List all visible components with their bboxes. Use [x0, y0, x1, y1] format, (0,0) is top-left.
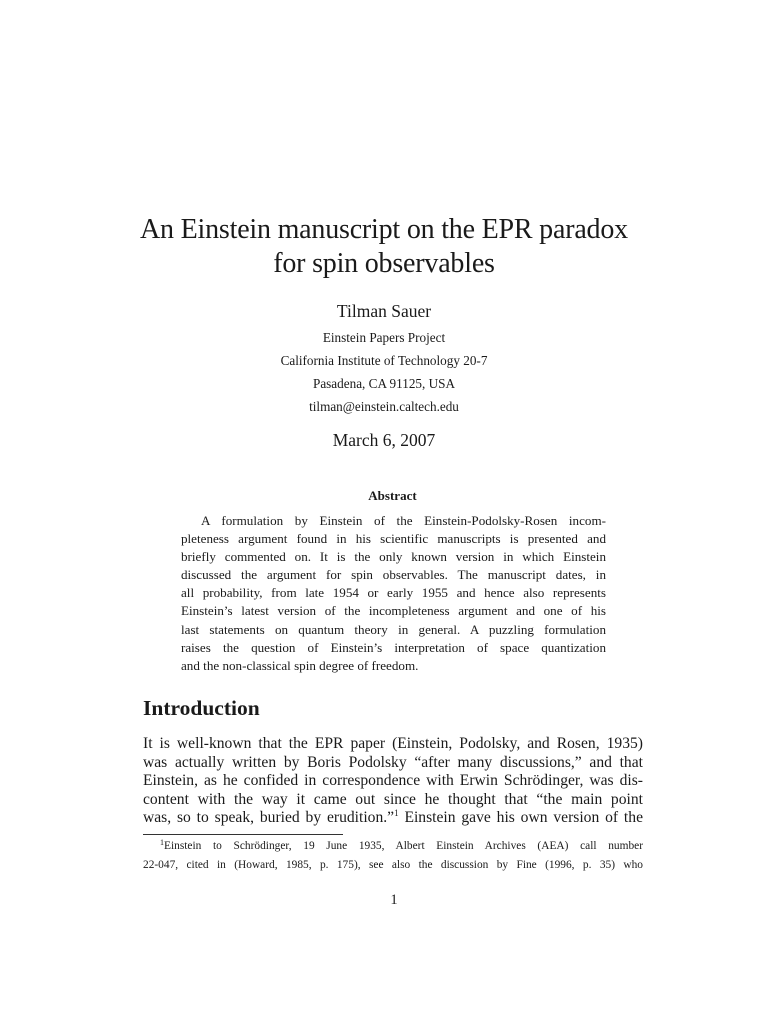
abstract-line: Einstein’s latest version of the incompleteness argument and one of his — [181, 603, 606, 619]
body-line: Einstein, as he confided in correspondence with Erwin Schrödinger, was dis- — [143, 772, 643, 789]
body-line: content with the way it came out since he thought that “the main point — [143, 790, 643, 808]
affiliation-line: Pasadena, CA 91125, USA — [312, 376, 455, 391]
abstract-line: all probability, from late 1954 or early 1955 and hence also represents — [181, 585, 606, 601]
introduction-text — [143, 735, 643, 828]
abstract-line: briefly commented on. It is the only known version in which Einstein — [181, 549, 606, 565]
footnote-rule — [143, 834, 343, 835]
section-heading-introduction: Introduction — [143, 696, 260, 720]
affiliation-line: Einstein Papers Project — [322, 330, 446, 345]
abstract-line: and the non-classical spin degree of freedom. — [181, 657, 419, 673]
affiliation-line: California Institute of Technology 20-7 — [280, 353, 488, 368]
abstract-line: A formulation by Einstein of the Einstein-Podolsky-Rosen incom- — [201, 513, 606, 528]
footnote-line — [143, 837, 643, 856]
title-line: for spin observables — [273, 248, 495, 279]
page-number: 1 — [390, 892, 398, 908]
body-line-text: was, so to speak, buried by erudition.” — [143, 809, 395, 826]
affiliation-block — [120, 326, 648, 418]
abstract-line: raises the question of Einstein’s interpretation of space quantization — [181, 639, 606, 655]
author-name: Tilman Sauer — [336, 301, 432, 321]
footnote-marker: 1 — [160, 838, 164, 847]
body-line — [143, 809, 643, 828]
title-line: An Einstein manuscript on the EPR paradox — [140, 214, 628, 245]
abstract-line: discussed the argument for spin observables. The manuscript dates, in — [181, 567, 606, 583]
abstract-text — [181, 512, 606, 675]
abstract-heading: Abstract — [368, 488, 417, 503]
footnote — [143, 837, 643, 874]
footnote-line: 22-047, cited in (Howard, 1985, p. 175), see also the discussion by Fine (1996, p. 35) who — [143, 858, 643, 871]
paper-date: March 6, 2007 — [332, 430, 436, 450]
abstract-line: last statements on quantum theory in general. A puzzling formulation — [181, 621, 606, 637]
paper-title — [120, 213, 648, 281]
body-line-text: Einstein gave his own version of the — [398, 809, 643, 826]
body-line: was actually written by Boris Podolsky “after many discussions,” and that — [143, 753, 643, 771]
author-email: tilman@einstein.caltech.edu — [309, 399, 459, 414]
footnote-text: Einstein to Schrödinger, 19 June 1935, Albert Einstein Archives (AEA) call number — [164, 840, 643, 852]
abstract-line: pleteness argument found in his scientific manuscripts is presented and — [181, 531, 606, 547]
body-line: It is well-known that the EPR paper (Einstein, Podolsky, and Rosen, 1935) — [143, 735, 643, 752]
footnote-reference[interactable]: 1 — [394, 808, 399, 818]
